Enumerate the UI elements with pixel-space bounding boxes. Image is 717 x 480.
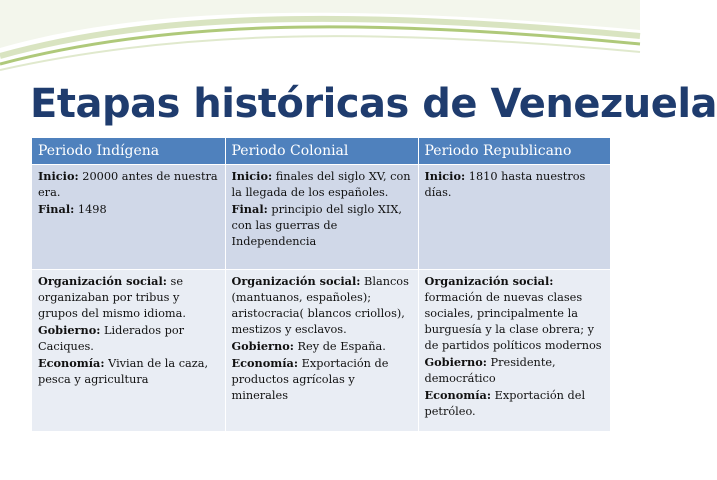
table-row-dates [32,165,610,270]
label-organizacion: Organización social: [231,274,361,288]
label-gobierno: Gobierno: [38,323,101,337]
label-economia: Economía: [38,356,105,370]
text-organizacion: Blancos (mantuanos, españoles); aristocracia( blancos criollos), mestizos y esclavos. [231,275,409,336]
cell-colonial-details [225,270,418,432]
table-header-row [32,138,610,165]
header-periodo-indigena: Periodo Indígena [32,138,225,165]
header-periodo-republicano: Periodo Republicano [418,138,610,165]
label-inicio: Inicio: [38,169,79,183]
text-gobierno: Liderados por Caciques. [38,324,185,353]
cell-republicano-details [418,270,610,432]
text-organizacion: se organizaban por tribus y grupos del mismo idioma. [38,275,186,320]
text-organizacion: formación de nuevas clases sociales, principalmente la burguesía y la clase obrera; y de partidos políticos modernos [424,291,602,352]
label-inicio: Inicio: [424,169,466,183]
text-inicio: 1810 hasta nuestros días. [424,170,586,199]
label-organizacion: Organización social: [424,274,554,288]
cell-colonial-dates [225,165,418,270]
label-gobierno: Gobierno: [424,355,487,369]
text-gobierno: Rey de España. [293,340,386,353]
label-organizacion: Organización social: [38,274,167,288]
label-economia: Economía: [424,388,492,402]
header-periodo-colonial: Periodo Colonial [225,138,418,165]
cell-republicano-dates [418,165,610,270]
slide-title: Etapas históricas de Venezuela [30,81,717,127]
label-inicio: Inicio: [231,169,273,183]
text-inicio: finales del siglo XV, con la llegada de los españoles. [231,170,411,199]
cell-indigena-dates [32,165,225,270]
label-final: Final: [231,202,268,216]
decorative-swoosh [0,0,640,80]
text-economia: Exportación del petróleo. [424,389,586,418]
table-row-details [32,270,610,432]
label-final: Final: [38,202,75,216]
text-inicio: 20000 antes de nuestra era. [38,170,218,199]
periods-table [32,138,611,431]
cell-indigena-details [32,270,225,432]
text-economia: Exportación de productos agrícolas y minerales [231,357,389,402]
text-gobierno: Presidente, democrático [424,356,556,385]
text-economia: Vivian de la caza, pesca y agricultura [38,357,209,386]
text-final: principio del siglo XIX, con las guerras de Independencia [231,203,403,248]
label-economia: Economía: [231,356,299,370]
text-final: 1498 [74,203,107,216]
label-gobierno: Gobierno: [231,339,294,353]
